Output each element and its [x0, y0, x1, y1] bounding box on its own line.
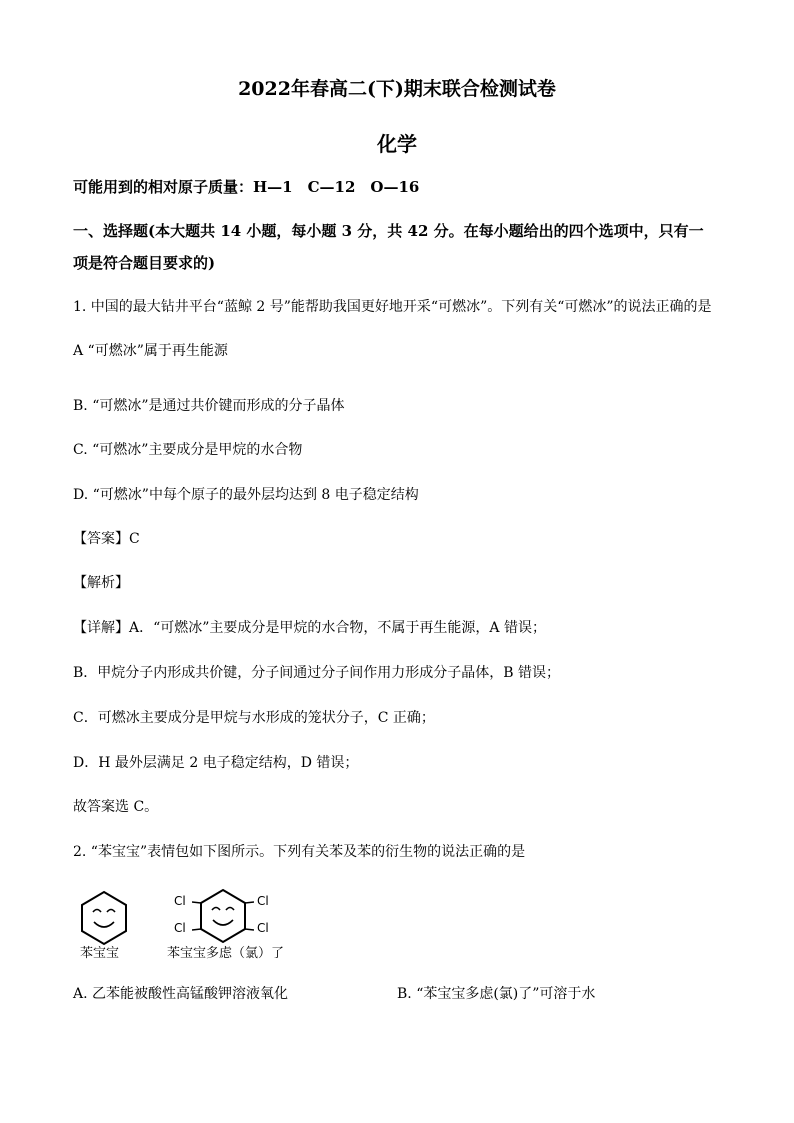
question-2-option-a: A. 乙苯能被酸性高锰酸钾溶液氧化: [73, 986, 289, 1002]
chlorine-label-top-right: Cl: [257, 894, 269, 908]
chlorine-label-bottom-left: Cl: [174, 921, 186, 935]
question-1-detail-d: D．H 最外层满足 2 电子稳定结构，D 错误；: [73, 755, 359, 771]
exam-title: 2022年春高二(下)期末联合检测试卷: [238, 78, 556, 100]
question-1-option-d: D. “可燃冰”中每个原子的最外层均达到 8 电子稳定结构: [73, 487, 419, 503]
chlorobenzene-baby-caption: 苯宝宝多虑（氯）了: [167, 946, 285, 961]
section-heading-line1: 一、选择题(本大题共 14 小题，每小题 3 分，共 42 分。在每小题给出的四个选项中，只有一: [73, 222, 704, 240]
question-2-stem: 2. “苯宝宝”表情包如下图所示。下列有关苯及苯的衍生物的说法正确的是: [73, 844, 526, 860]
question-1-option-c: C. “可燃冰”主要成分是甲烷的水合物: [73, 442, 303, 458]
chlorine-label-bottom-right: Cl: [257, 921, 269, 935]
question-1-option-b: B. “可燃冰”是通过共价键而形成的分子晶体: [73, 398, 345, 414]
question-1-detail-c: C．可燃冰主要成分是甲烷与水形成的笼状分子，C 正确；: [73, 710, 435, 726]
question-1-analysis-label: 【解析】: [73, 575, 129, 591]
question-1-option-a: A “可燃冰”属于再生能源: [73, 343, 228, 359]
question-1-answer: 【答案】C: [73, 531, 140, 547]
chlorobenzene-baby-figure: [192, 888, 254, 944]
subject-title: 化学: [377, 132, 417, 156]
question-1-detail-b: B．甲烷分子内形成共价键，分子间通过分子间作用力形成分子晶体，B 错误；: [73, 665, 561, 681]
question-1-stem: 1. 中国的最大钻井平台“蓝鲸 2 号”能帮助我国更好地开采“可燃冰”。下列有关“可燃冰”的说法正确的是: [73, 299, 712, 315]
chlorine-label-top-left: Cl: [174, 894, 186, 908]
benzene-baby-figure: [78, 890, 130, 946]
question-1-conclusion: 故答案选 C。: [73, 799, 159, 815]
section-heading-line2: 项是符合题目要求的): [73, 254, 216, 272]
question-1-detail-a: 【详解】A．“可燃冰”主要成分是甲烷的水合物，不属于再生能源，A 错误；: [73, 620, 546, 636]
benzene-baby-caption: 苯宝宝: [80, 946, 120, 961]
atomic-mass-note: 可能用到的相对原子质量：H—1 C—12 O—16: [73, 178, 420, 196]
question-2-option-b: B. “苯宝宝多虑(氯)了”可溶于水: [397, 986, 596, 1002]
